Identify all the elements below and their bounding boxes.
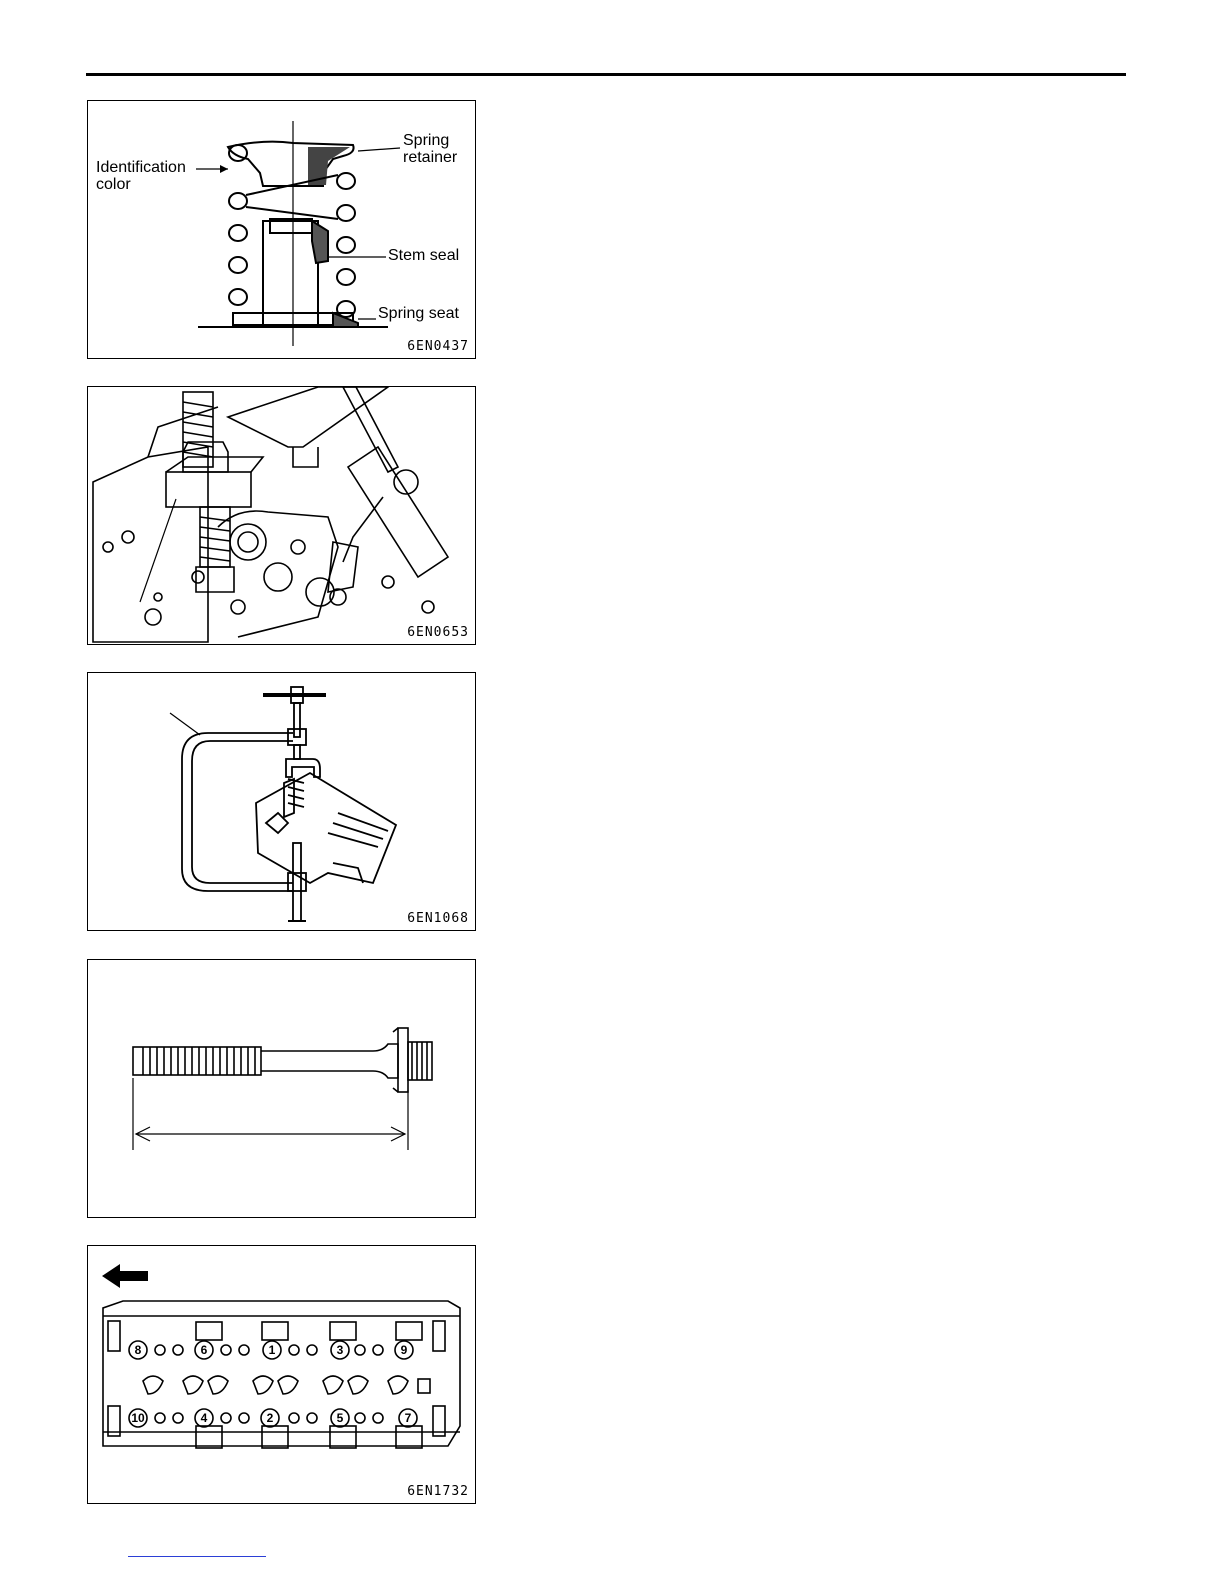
label-identification-color: Identification color	[96, 159, 186, 193]
figure-spring-compressor	[87, 386, 476, 645]
bolt-number-top-4: 3	[336, 1343, 344, 1357]
figure-valve-clamp	[87, 672, 476, 931]
label-spring-retainer: Spring retainer	[403, 132, 458, 166]
bolt-number-top-3: 1	[268, 1343, 276, 1357]
bolt-number-bottom-2: 4	[200, 1411, 208, 1425]
figure-head-bolt	[87, 959, 476, 1218]
label-spring-seat: Spring seat	[378, 305, 459, 322]
head-bolt-diagram	[88, 960, 476, 1218]
figure-code: 6EN1068	[407, 911, 469, 926]
figure-code: 6EN0437	[407, 339, 469, 354]
figure-code: 6EN0653	[407, 625, 469, 640]
bolt-number-bottom-1: 10	[131, 1411, 145, 1425]
bolt-sequence-diagram	[88, 1246, 476, 1504]
figure-valve-spring	[87, 100, 476, 359]
bolt-number-bottom-3: 2	[266, 1411, 274, 1425]
figure-code: 6EN1732	[407, 1484, 469, 1499]
spring-compressor-illustration	[88, 387, 476, 645]
bolt-number-top-2: 6	[200, 1343, 208, 1357]
footer-link-underline[interactable]	[128, 1556, 266, 1557]
arrow-left-icon	[102, 1264, 148, 1288]
bolt-number-bottom-5: 7	[404, 1411, 412, 1425]
header-rule	[86, 73, 1126, 76]
figure-bolt-sequence	[87, 1245, 476, 1504]
bolt-number-top-5: 9	[400, 1343, 408, 1357]
valve-clamp-illustration	[88, 673, 476, 931]
bolt-number-bottom-4: 5	[336, 1411, 344, 1425]
bolt-number-top-1: 8	[134, 1343, 142, 1357]
label-stem-seal: Stem seal	[388, 247, 460, 264]
